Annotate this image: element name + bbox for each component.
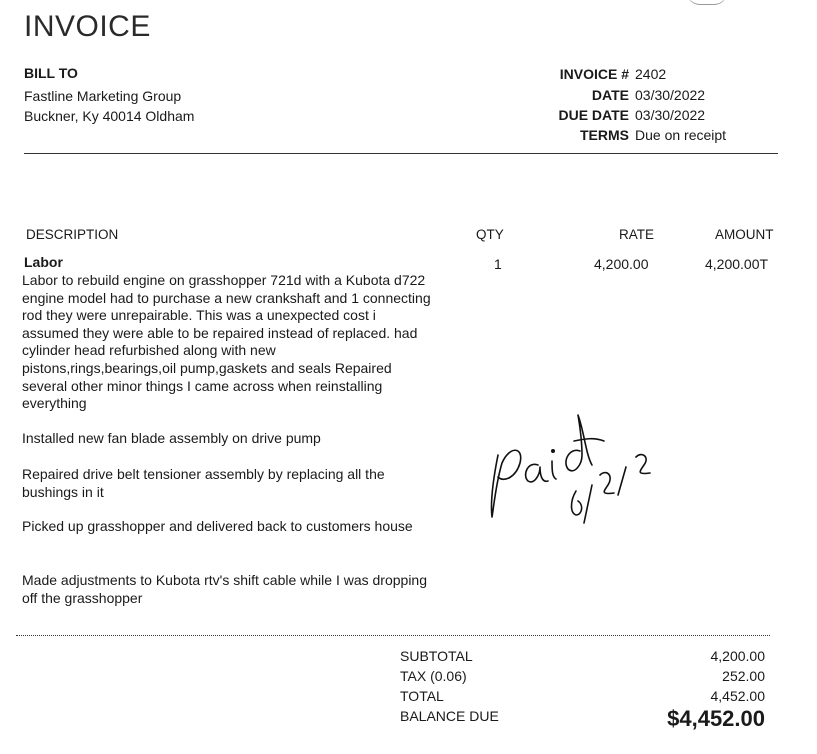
line-item-qty: 1 (494, 256, 502, 272)
subtotal-label: SUBTOTAL (400, 648, 473, 664)
description-paragraph: Labor to rebuild engine on grasshopper 721d with a Kubota d722 engine model had to purchase a new crankshaft and 1 connecting rod they were unrepairable. This was a unexpected cost i assumed they were able to be repaired instead of replaced. had cylinder head refurbished along with new pistons,rings,bearings,oil pump,gaskets and seals Repaired several other minor things I came across when reinstalling everything (22, 272, 431, 412)
col-header-description: DESCRIPTION (26, 227, 119, 242)
line-item-amount: 4,200.00T (705, 256, 769, 272)
handwritten-paid-note (480, 405, 680, 535)
due-date-label: DUE DATE (558, 107, 629, 123)
invoice-title: INVOICE (24, 10, 151, 43)
invoice-number-value: 2402 (635, 66, 667, 82)
bill-to-address: Buckner, Ky 40014 Oldham (24, 108, 195, 124)
description-paragraph: Made adjustments to Kubota rtv's shift cable while I was dropping off the grasshopper (22, 572, 427, 606)
total-label: TOTAL (400, 688, 444, 704)
col-header-rate: RATE (619, 227, 655, 242)
due-date-value: 03/30/2022 (635, 107, 706, 123)
line-item-rate: 4,200.00 (594, 256, 649, 272)
col-header-amount: AMOUNT (715, 227, 774, 242)
subtotal-value: 4,200.00 (710, 648, 765, 664)
bill-to-label: BILL TO (24, 65, 78, 81)
date-value: 03/30/2022 (635, 87, 706, 103)
bill-to-name: Fastline Marketing Group (24, 88, 182, 104)
terms-label: TERMS (580, 127, 629, 143)
tax-label: TAX (0.06) (400, 668, 467, 684)
totals-divider (16, 635, 770, 636)
date-label: DATE (591, 87, 629, 103)
col-header-qty: QTY (476, 227, 504, 242)
description-paragraph: Repaired drive belt tensioner assembly by replacing all the bushings in it (22, 466, 385, 500)
balance-due-value: $4,452.00 (667, 706, 765, 731)
invoice-number-label: INVOICE # (559, 66, 629, 82)
scan-mark (687, 0, 727, 5)
description-paragraph: Installed new fan blade assembly on drive pump (22, 430, 321, 446)
header-divider (24, 153, 778, 154)
terms-value: Due on receipt (635, 127, 727, 143)
tax-value: 252.00 (722, 668, 765, 684)
total-value: 4,452.00 (710, 688, 765, 704)
line-item-name: Labor (24, 254, 63, 270)
description-paragraph: Picked up grasshopper and delivered back to customers house (22, 518, 413, 534)
balance-due-label: BALANCE DUE (400, 708, 499, 724)
